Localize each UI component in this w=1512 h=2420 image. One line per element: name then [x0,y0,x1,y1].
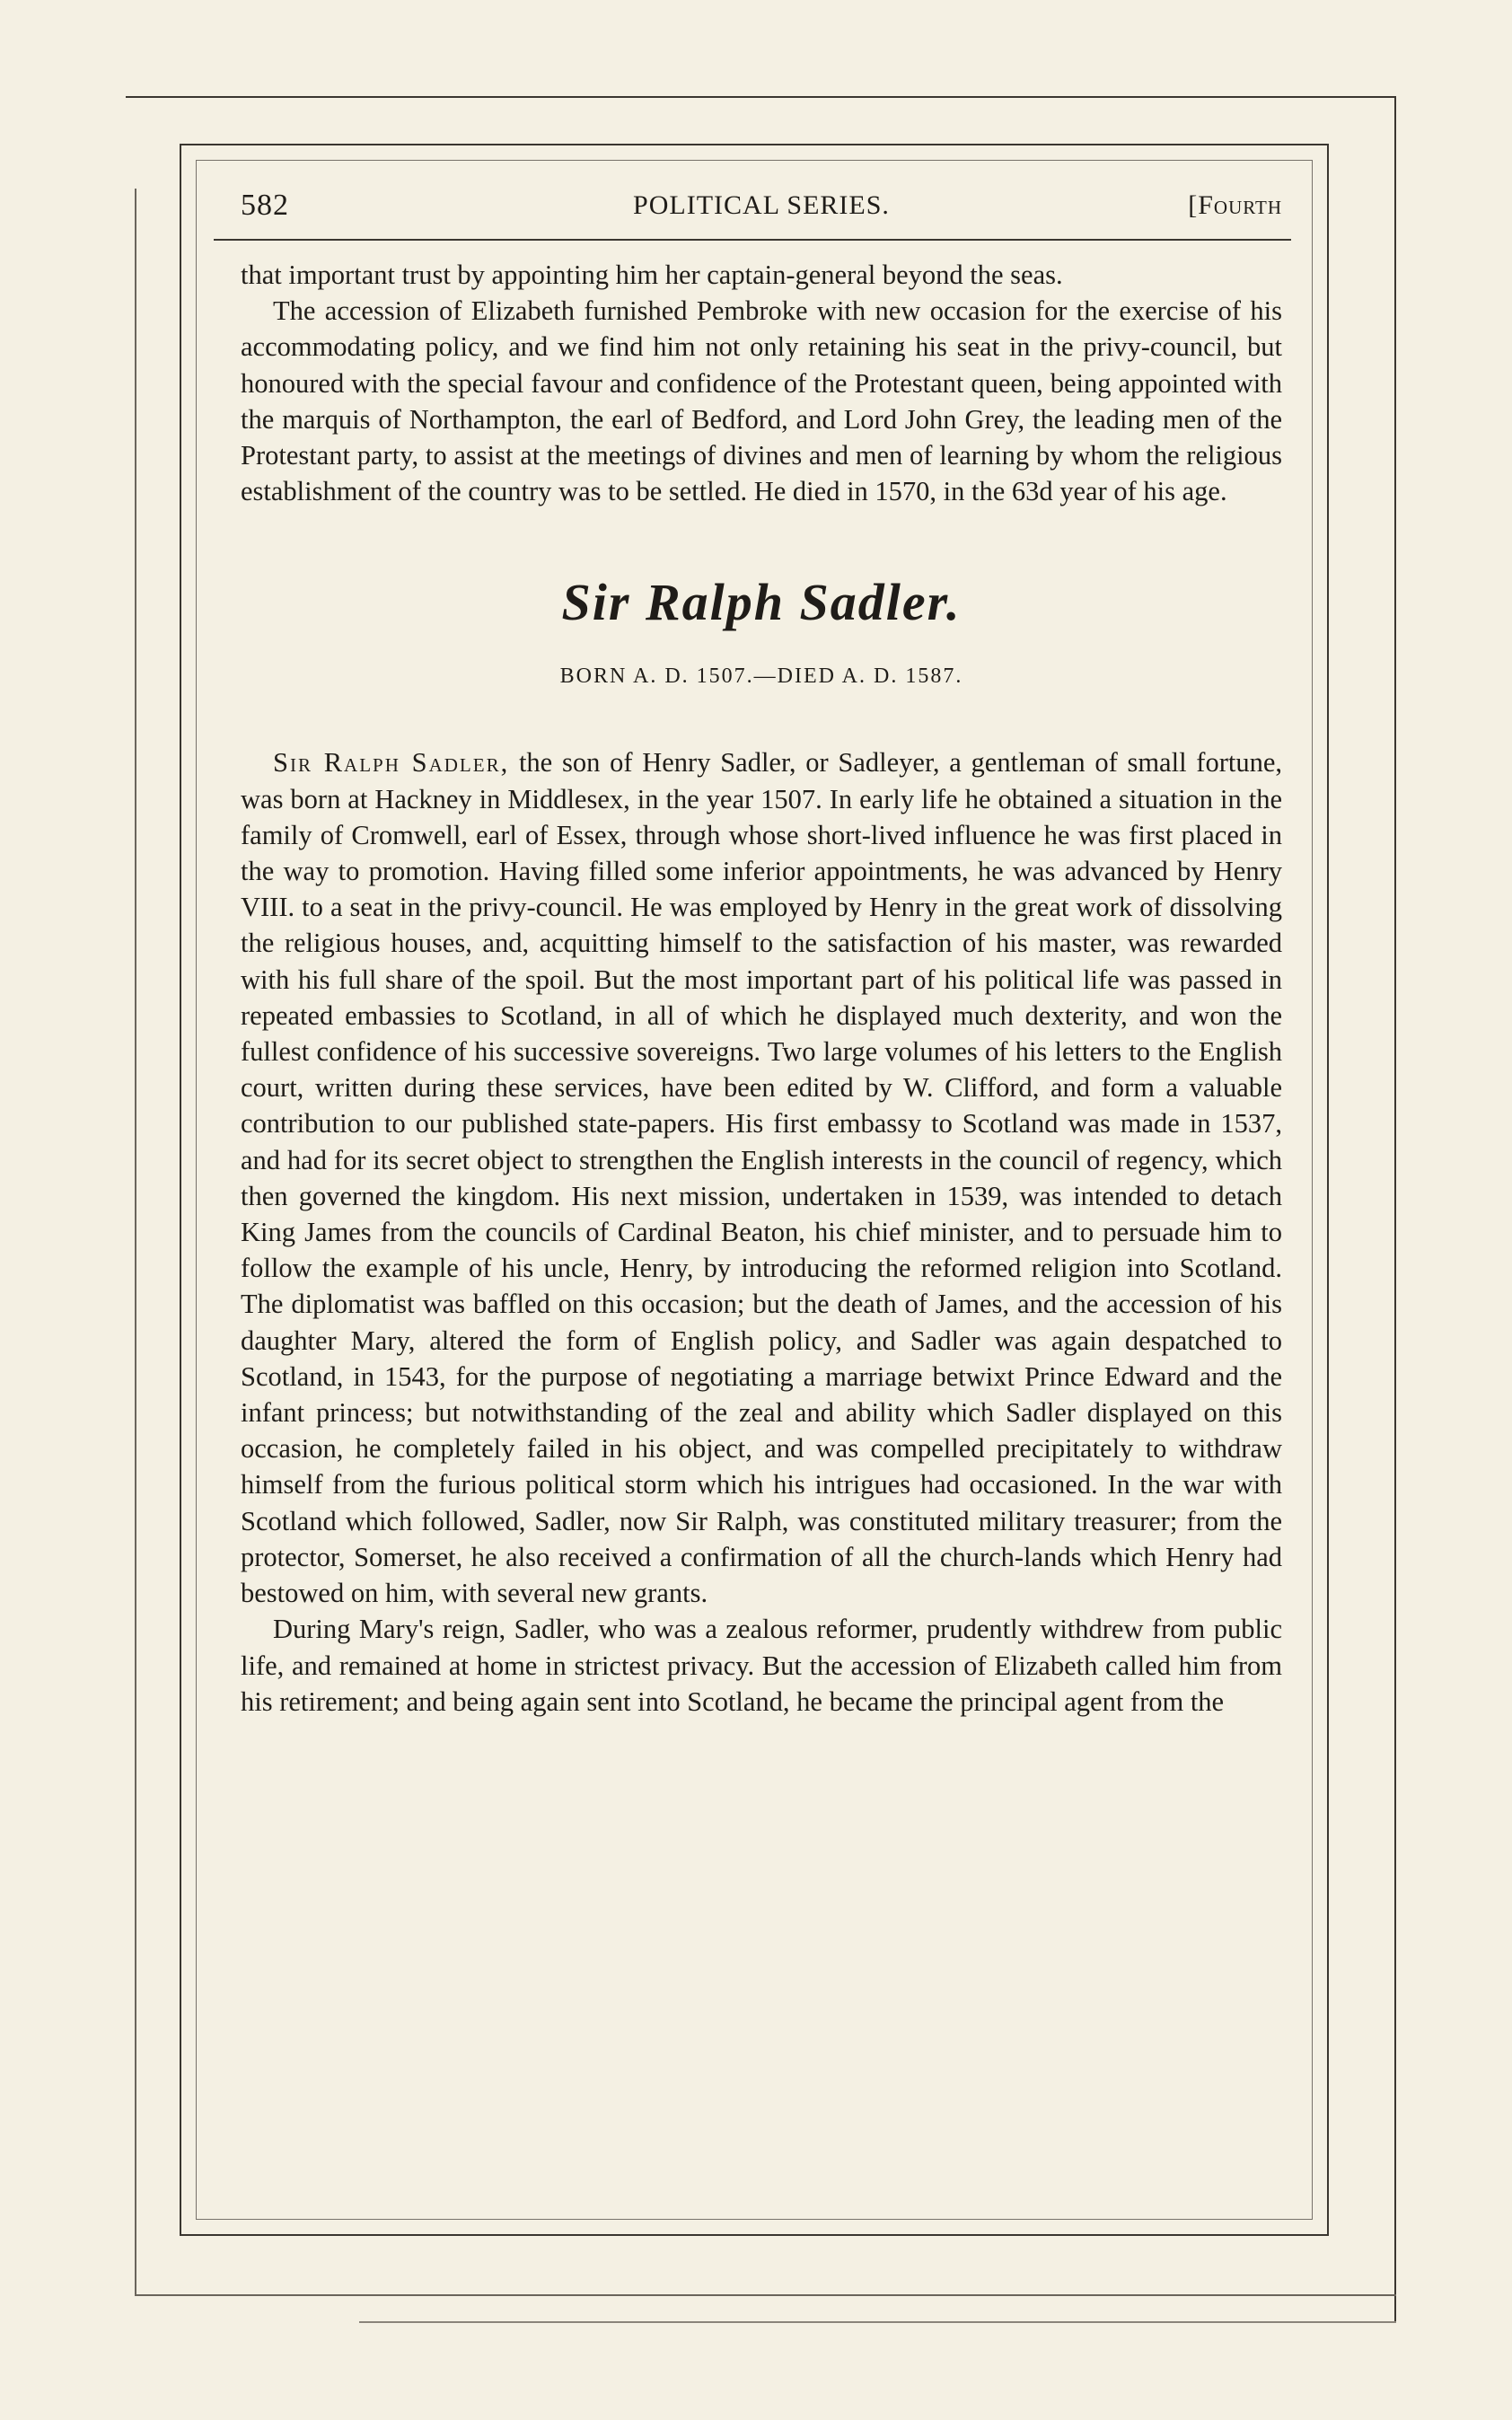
section-label: [Fourth [1188,190,1282,220]
continued-paragraph-1: that important trust by appointing him her captain-general beyond the seas. [241,260,1063,290]
article-dates: BORN A. D. 1507.—DIED A. D. 1587. [559,664,963,689]
outer-top-rule [126,96,1396,98]
outer-right-rule [1394,96,1396,2323]
running-title: POLITICAL SERIES. [633,190,890,220]
page-content [241,180,1282,1720]
page-number: 582 [241,189,289,222]
outer-bottom-rule-lower [359,2321,1396,2323]
continued-paragraph-2: The accession of Elizabeth furnished Pembroke with new occasion for the exercise of his accommodating policy, and we find him not only retaining his seat in the privy-council, but honoured with the special favour and confidence of the Protestant queen, being appointed with the marquis of Northampton, the earl of Bedford, and Lord John Grey, the leading men of the Protestant party, to assist at the meetings of divines and men of learning by whom the religious establishment of the country was to be settled. He died in 1570, in the 63d year of his age. [241,295,1282,507]
outer-left-rule [135,189,136,2294]
article-paragraph-2: During Mary's reign, Sadler, who was a zealous reformer, prudently withdrew from public life, and remained at home in strictest privacy. But the accession of Elizabeth called him from his retirement; and being again sent into Scotland, he became the principal agent from the [241,1614,1282,1717]
outer-bottom-rule [135,2294,1396,2296]
lead-name: Sir Ralph Sadler, [273,747,510,779]
running-header [241,180,1282,233]
article-paragraph-1 [241,744,1282,1611]
article-heading: Sir Ralph Sadler. [561,573,962,632]
article-paragraph-1-text: the son of Henry Sadler, or Sadleyer, a gentleman of small fortune, was born at Hackney in Middlesex, in the year 1507. In early life he obtained a situation in the family of Cromwell, earl of Essex, through whose short-lived influence he was first placed in the way to promotion. Having filled some inferior appointments, he was advanced by Henry VIII. to a seat in the privy-council. He was employed by Henry in the great work of dissolving the religious houses, and, acquitting himself to the satisfaction of his master, was rewarded with his full share of the spoil. But the most important part of his political life was passed in repeated embassies to Scotland, in all of which he displayed much dexterity, and won the fullest confidence of his successive sovereigns. Two large volumes of his letters to the English court, written during these services, have been edited by W. Clifford, and form a valuable contribution to our published state-papers. His first embassy to Scotland was made in 1537, and had for its secret object to strengthen the English interests in the council of regency, which then governed the kingdom. His next mission, undertaken in 1539, was intended to detach King James from the councils of Cardinal Beaton, his chief minister, and to persuade him to follow the example of his uncle, Henry, by introducing the reformed religion into Scotland. The diplomatist was baffled on this occasion; but the death of James, and the accession of his daughter Mary, altered the form of English policy, and Sadler was again despatched to Scotland, in 1543, for the purpose of negotiating a marriage betwixt Prince Edward and the infant princess; but notwithstanding of the zeal and ability which Sadler displayed on this occasion, he completely failed in his object, and was compelled precipitately to withdraw himself from the furious political storm which his intrigues had occasioned. In the war with Scotland which followed, Sadler, now Sir Ralph, was constituted military treasurer; from the protector, Somerset, he also received a confirmation of all the church-lands which Henry had bestowed on him, with several new grants. [241,747,1282,1609]
header-rule [214,239,1291,241]
